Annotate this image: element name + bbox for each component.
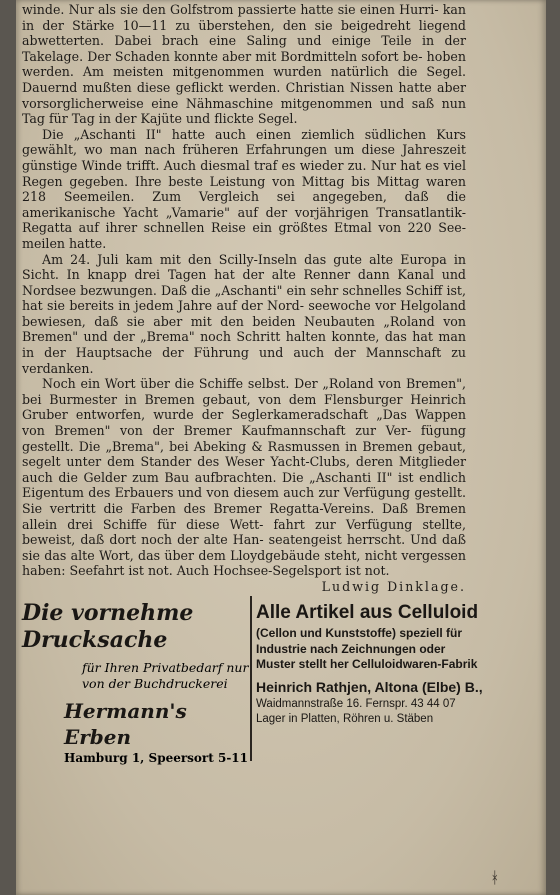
corner-mark-icon: ᚼ bbox=[490, 868, 500, 887]
print-shop-ad bbox=[22, 600, 250, 766]
ad-company-name: Hermann's Erben bbox=[64, 699, 187, 749]
article-text bbox=[22, 2, 466, 595]
author-signature: Ludwig Dinklage. bbox=[321, 578, 466, 594]
paragraph: winde. Nur als sie den Golfstrom passierte hatte sie einen Hurri- kan in der Stärke 10—11 zu überstehen, den sie beigedreht liegend abwetterten. Dabei brach eine Saling und einige Teile in der Takelage. Der Schaden konnte aber mit Bordmitteln sofort be- hoben werden. Am meisten mitgenommen wurden natürlich die Segel. Dauernd mußten diese geflickt werden. Christian Nissen hatte aber vorsorglicherweise eine Nähmaschine mitgenommen und saß nun Tag für Tag in der Kajüte und flickte Segel. bbox=[22, 2, 466, 127]
celluloid-ad bbox=[256, 600, 486, 728]
ad-headline: Drucksache bbox=[22, 627, 168, 653]
ad-text: (Cellon und Kunststoffe) speziell für Industrie nach Zeichnungen oder Muster stellt her Celluloidwaren-Fabrik bbox=[256, 626, 478, 671]
ad-company-name: Heinrich Rathjen, Altona (Elbe) B., bbox=[256, 678, 483, 695]
advertisement-section bbox=[16, 592, 546, 767]
paragraph: Noch ein Wort über die Schiffe selbst. Der „Roland von Bremen", bei Burmester in Bremen gebaut, von dem Flensburger Heinrich Gruber entworfen, wurde der Seglerkameradschaft „Das Wappen von Bremen" von der Bremer Kaufmannschaft zur Ver- fügung gestellt. Die „Brema", bei Abeking & Rasmussen in Bremen gebaut, segelt unter dem Stander des Weser Yacht-Clubs, deren Mitglieder auch die Gelder zum Bau aufbrachten. Die „Aschanti II" ist endlich Eigentum des Erbauers und von diesem auch zur Verfügung gestellt. Sie vertritt die Farben des Bremer Regatta-Vereins. Daß Bremen allein drei Schiffe für diese Wett- fahrt zur Verfügung stellte, beweist, daß dort noch der alte Han- seatengeist herrscht. Und daß sie das alte Wort, das über dem Lloydgebäude steht, nicht vergessen haben: Seefahrt ist not. Auch Hochsee-Segelsport ist not. bbox=[22, 376, 466, 579]
ad-text: für Ihren Privatbedarf nur bbox=[82, 660, 249, 675]
ad-address: Waidmannstraße 16. Fernspr. 43 44 07 bbox=[256, 697, 456, 710]
ad-address: Hamburg 1, Speersort 5-11 bbox=[64, 751, 249, 765]
ad-headline: Die vornehme bbox=[22, 600, 194, 626]
ad-text: von der Buchdruckerei bbox=[82, 676, 228, 691]
ad-headline: Alle Artikel aus Celluloid bbox=[256, 602, 479, 623]
paragraph: Die „Aschanti II" hatte auch einen ziemlich südlichen Kurs gewählt, wo man nach früheren Erfahrungen um diese Jahreszeit günstige Winde trifft. Auch diesmal traf es wieder zu. Nur hat es viel Regen gegeben. Ihre beste Leistung von Mittag bis Mittag waren 218 Seemeilen. Zum Vergleich sei angegeben, daß die amerikanische Yacht „Vamarie" auf der vorjährigen Transatlantik- Regatta auf ihrer schnellen Reise ein größtes Etmal von 220 See- meilen hatte. bbox=[22, 126, 466, 251]
ad-products: Lager in Platten, Röhren u. Stäben bbox=[256, 713, 434, 725]
paragraph: Am 24. Juli kam mit den Scilly-Inseln das gute alte Europa in Sicht. In knapp drei Tagen hat der alte Renner dann Kanal und Nordsee bezwungen. Daß die „Aschanti" ein sehr schnelles Schiff ist, hat sie bereits in jedem Jahre auf der Nord- seewoche vor Helgoland bewiesen, daß sie aber mit den beiden Neubauten „Roland von Bremen" und der „Brema" noch Schritt halten konnte, das hat man in der Hauptsache der Führung und auch der Mannschaft zu verdanken. bbox=[22, 251, 466, 376]
ad-divider bbox=[250, 596, 252, 761]
magazine-page bbox=[16, 0, 546, 895]
